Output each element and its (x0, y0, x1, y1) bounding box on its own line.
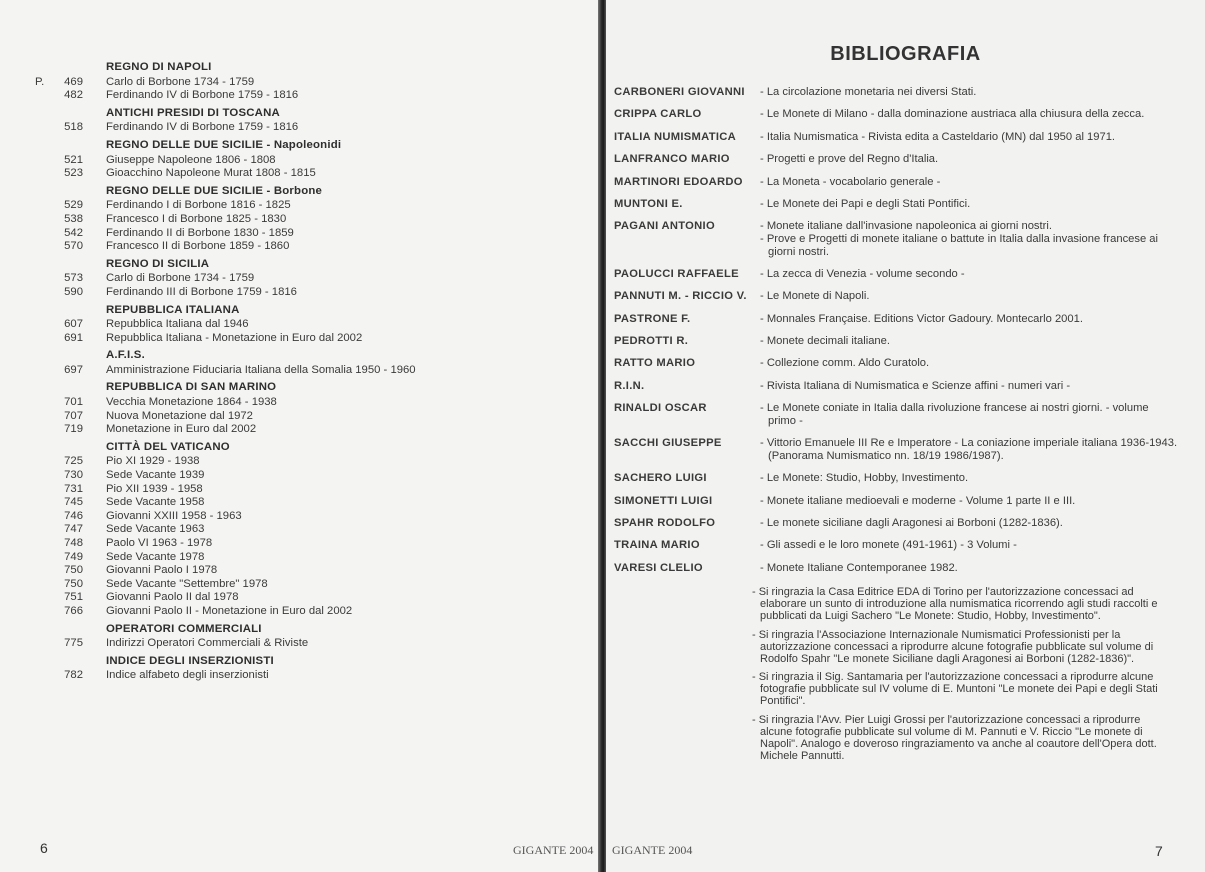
author-name: SACCHI GIUSEPPE (614, 437, 722, 450)
index-entry-text: Monetazione in Euro dal 2002 (106, 423, 257, 436)
page-number: 697 (64, 363, 83, 376)
index-entry-text: Sede Vacante 1978 (106, 550, 205, 563)
entry-titles (760, 335, 1179, 348)
index-row (35, 121, 565, 135)
bibliography-entry (614, 86, 1179, 99)
entry-titles (760, 539, 1179, 552)
page-number: 745 (64, 496, 83, 509)
right-footer: GIGANTE 2004 (612, 843, 693, 857)
section-title: REPUBBLICA ITALIANA (106, 303, 240, 316)
index-entry-text: Paolo VI 1963 - 1978 (106, 537, 213, 549)
index-entry-text: Ferdinando I di Borbone 1816 - 1825 (106, 199, 291, 212)
bibliography-entry (614, 313, 1179, 326)
page-prefix (35, 410, 49, 424)
page-prefix (35, 364, 49, 378)
page-number: 775 (64, 637, 83, 650)
page-prefix (35, 154, 49, 168)
author-name: ITALIA NUMISMATICA (614, 130, 737, 143)
bibliography-title: BIBLIOGRAFIA (830, 43, 981, 65)
page-number: 469 (64, 75, 83, 88)
entry-titles (760, 357, 1179, 370)
bibliography-entry (614, 153, 1179, 166)
bibliography-entry (614, 517, 1179, 530)
index-row (35, 591, 565, 605)
bibliography-entry (614, 539, 1179, 552)
index-entry-text: Repubblica Italiana - Monetazione in Euro dal 2002 (106, 331, 363, 344)
acknowledgement-paragraph: - Si ringrazia il Sig. Santamaria per l'autorizzazione concessaci a riprodurre alcune fotografie pubblicate sul IV volume di E. Muntoni "Le monete dei Papi e degli Stati Pontifici". (752, 671, 1158, 708)
bibliography-entry (614, 220, 1179, 258)
entry-titles (760, 562, 1179, 575)
right-page-number: 7 (1155, 843, 1163, 859)
left-page-number: 6 (40, 840, 48, 856)
index-row (35, 213, 565, 227)
entry-title: - Le Monete coniate in Italia dalla rivoluzione francese ai nostri giorni. - volume primo - (760, 402, 1149, 427)
page-number: 521 (64, 153, 83, 166)
entry-titles (760, 176, 1179, 189)
acknowledgement-paragraph: - Si ringrazia l'Associazione Internazionale Numismatici Professionisti per la autorizzazione concessaci a riprodurre alcune fotografie pubblicate sul volume di Rodolfo Spahr "Le monete Siciliane dagli Aragonesi ai Borboni (1282-1836)". (752, 628, 1154, 665)
index-row (35, 551, 565, 565)
page-number: 750 (64, 577, 83, 590)
index-entry-text: Sede Vacante 1958 (106, 496, 205, 509)
entry-title: - Italia Numismatica - Rivista edita a Casteldario (MN) dal 1950 al 1971. (760, 130, 1116, 143)
entry-titles (760, 495, 1179, 508)
section-title: OPERATORI COMMERCIALI (106, 622, 262, 635)
index-row (35, 510, 565, 524)
author-name: PANNUTI M. - RICCIO V. (614, 290, 747, 303)
author-name: CARBONERI GIOVANNI (614, 86, 745, 98)
page-prefix (35, 199, 49, 213)
page-number: 748 (64, 537, 83, 549)
index-entry-text: Giuseppe Napoleone 1806 - 1808 (106, 153, 276, 166)
bibliography-entry (614, 176, 1179, 189)
page-prefix (35, 669, 49, 683)
author-name: LANFRANCO MARIO (614, 153, 730, 166)
page-prefix (35, 455, 49, 469)
index-row (35, 537, 565, 551)
bibliography-entry (614, 495, 1179, 508)
index-row (35, 410, 565, 424)
author-name: PEDROTTI R. (614, 335, 689, 348)
page-number: 750 (64, 564, 83, 577)
index-entry-text: Giovanni Paolo II - Monetazione in Euro dal 2002 (106, 604, 353, 617)
index-row (35, 240, 565, 254)
entry-titles (760, 517, 1179, 530)
index-row (35, 396, 565, 410)
entry-title: - Monete Italiane Contemporanee 1982. (760, 561, 958, 574)
index-entry-text: Giovanni Paolo I 1978 (106, 564, 218, 577)
page-number: 725 (64, 455, 83, 468)
section-title: REGNO DELLE DUE SICILIE - Borbone (106, 184, 323, 197)
entry-title: - Monete italiane medioevali e moderne - Volume 1 parte II e III. (760, 494, 1076, 507)
index-row (35, 455, 565, 469)
page-prefix (35, 272, 49, 286)
entry-title: - Le Monete dei Papi e degli Stati Pontifici. (760, 197, 971, 210)
index-entry-text: Gioacchino Napoleone Murat 1808 - 1815 (106, 167, 316, 180)
bibliography-entry (614, 198, 1179, 211)
section-title: INDICE DEGLI INSERZIONISTI (106, 654, 274, 667)
page-prefix (35, 483, 49, 497)
entry-titles (760, 472, 1179, 485)
entry-title: - Le Monete di Napoli. (760, 290, 870, 303)
author-name: MARTINORI EDOARDO (614, 175, 743, 188)
page-number: 691 (64, 331, 83, 344)
author-name: RINALDI OSCAR (614, 402, 707, 415)
page-prefix (35, 605, 49, 619)
index-entry-text: Ferdinando IV di Borbone 1759 - 1816 (106, 121, 299, 134)
index-row (35, 496, 565, 510)
right-page (606, 0, 1205, 872)
entry-titles (760, 86, 1179, 99)
entry-title: - La zecca di Venezia - volume secondo - (760, 267, 965, 280)
author-name: VARESI CLELIO (614, 561, 703, 574)
page-prefix (35, 523, 49, 537)
page-number: 701 (64, 396, 83, 409)
index-entry-text: Sede Vacante "Settembre" 1978 (106, 577, 268, 590)
page-number: 749 (64, 550, 83, 563)
author-name: SIMONETTI LUIGI (614, 494, 713, 507)
index-entry-text: Pio XII 1939 - 1958 (106, 482, 203, 495)
page-prefix (35, 396, 49, 410)
page-prefix (35, 469, 49, 483)
entry-title: - La circolazione monetaria nei diversi Stati. (760, 86, 977, 98)
bibliography-entry (614, 131, 1179, 144)
index-row (35, 76, 565, 90)
index-entry-text: Vecchia Monetazione 1864 - 1938 (106, 396, 277, 409)
page-prefix: P. (35, 75, 45, 88)
page-number: 590 (64, 285, 83, 298)
acknowledgements (752, 587, 1172, 770)
index-entry-text: Amministrazione Fiduciaria Italiana della Somalia 1950 - 1960 (106, 363, 416, 376)
index-entry-text: Francesco I di Borbone 1825 - 1830 (106, 212, 287, 225)
index-entry-text: Pio XI 1929 - 1938 (106, 455, 200, 468)
page-number: 747 (64, 523, 83, 536)
entry-title: - Vittorio Emanuele III Re e Imperatore - La coniazione imperiale italiana 1936-1943. (Panorama Numismatico nn. 18/19 1986/1987). (760, 437, 1178, 462)
section-title: REGNO DI NAPOLI (106, 61, 212, 73)
author-name: R.I.N. (614, 379, 645, 392)
index-entry-text: Sede Vacante 1939 (106, 469, 205, 482)
entry-titles (760, 313, 1179, 326)
author-name: SPAHR RODOLFO (614, 517, 716, 530)
entry-titles (760, 153, 1179, 166)
index-entry-text: Ferdinando III di Borbone 1759 - 1816 (106, 285, 297, 298)
page-number: 731 (64, 482, 83, 495)
page-prefix (35, 423, 49, 437)
index-row (35, 154, 565, 168)
index-entry-text: Ferdinando II di Borbone 1830 - 1859 (106, 226, 294, 239)
entry-titles (760, 131, 1179, 144)
author-name: PASTRONE F. (614, 312, 691, 325)
bibliography-entry (614, 380, 1179, 393)
index-entry-text: Ferdinando IV di Borbone 1759 - 1816 (106, 89, 299, 102)
entry-title: - Monete italiane dall'invasione napoleonica ai giorni nostri. (760, 220, 1052, 233)
author-name: CRIPPA CARLO (614, 108, 702, 121)
index-row (35, 286, 565, 300)
entry-titles (760, 108, 1179, 121)
page-prefix (35, 591, 49, 605)
entry-title: - Le Monete di Milano - dalla dominazione austriaca alla chiusura della zecca. (760, 108, 1145, 121)
author-name: PAGANI ANTONIO (614, 220, 715, 233)
page-number: 573 (64, 272, 83, 285)
author-name: SACHERO LUIGI (614, 472, 707, 485)
index-row (35, 227, 565, 241)
entry-title: - La Moneta - vocabolario generale - (760, 175, 941, 188)
page-number: 529 (64, 199, 83, 212)
page-prefix (35, 537, 49, 551)
bibliography-entry (614, 268, 1179, 281)
page-prefix (35, 578, 49, 592)
page-number: 570 (64, 240, 83, 253)
page-number: 746 (64, 509, 83, 522)
page-number: 542 (64, 226, 83, 239)
index-row (35, 605, 565, 619)
left-page (0, 0, 600, 872)
bibliography-entry (614, 437, 1179, 462)
index-entry-text: Sede Vacante 1963 (106, 523, 205, 536)
page-number: 482 (64, 89, 83, 102)
index-row (35, 167, 565, 181)
page-prefix (35, 564, 49, 578)
entry-titles (760, 380, 1179, 393)
entry-titles (760, 290, 1179, 303)
index-row (35, 469, 565, 483)
entry-title: - Rivista Italiana di Numismatica e Scienze affini - numeri vari - (760, 379, 1071, 392)
acknowledgement-paragraph: - Si ringrazia la Casa Editrice EDA di Torino per l'autorizzazione concessaci ad elaborare un sunto di introduzione alla numismatica ricorrendo agli studi raccolti e pubblicati da Luigi Sachero "Le Monete: Studio, Hobby, Investimento". (752, 586, 1158, 622)
entry-titles (760, 220, 1179, 258)
index-entry-text: Carlo di Borbone 1734 - 1759 (106, 272, 255, 285)
bibliography-entry (614, 290, 1179, 303)
index-row (35, 578, 565, 592)
author-name: MUNTONI E. (614, 197, 683, 210)
section-title: CITTÀ DEL VATICANO (106, 440, 230, 453)
index-entry-text: Nuova Monetazione dal 1972 (106, 409, 253, 422)
bibliography-entry (614, 402, 1179, 427)
section-title: A.F.I.S. (106, 349, 145, 362)
bibliography-entry (614, 472, 1179, 485)
page-prefix (35, 551, 49, 565)
index-row (35, 483, 565, 497)
page-number: 518 (64, 121, 83, 134)
index-row (35, 364, 565, 378)
entry-titles (760, 268, 1179, 281)
page-prefix (35, 286, 49, 300)
bibliography-entry (614, 335, 1179, 348)
page-number: 766 (64, 604, 83, 617)
entry-title: - Monete decimali italiane. (760, 335, 890, 348)
index-row (35, 332, 565, 346)
page-prefix (35, 213, 49, 227)
index-entry-text: Indice alfabeto degli inserzionisti (106, 669, 269, 682)
index-entry-text: Carlo di Borbone 1734 - 1759 (106, 75, 255, 88)
index-entry-text: Repubblica Italiana dal 1946 (106, 318, 249, 331)
entry-titles (760, 198, 1179, 211)
entry-title: - Collezione comm. Aldo Curatolo. (760, 357, 930, 370)
page-prefix (35, 318, 49, 332)
author-name: PAOLUCCI RAFFAELE (614, 267, 739, 280)
author-name: RATTO MARIO (614, 357, 696, 370)
index-list (35, 61, 565, 683)
entry-title: - Le monete siciliane dagli Aragonesi ai Borboni (1282-1836). (760, 517, 1063, 530)
index-row (35, 669, 565, 683)
page-prefix (35, 227, 49, 241)
index-entry-text: Giovanni Paolo II dal 1978 (106, 591, 239, 604)
section-title: ANTICHI PRESIDI DI TOSCANA (106, 106, 280, 119)
index-row (35, 199, 565, 213)
page-number: 607 (64, 318, 83, 331)
bibliography-entry (614, 108, 1179, 121)
index-row (35, 89, 565, 103)
page-prefix (35, 332, 49, 346)
page-prefix (35, 89, 49, 103)
page-number: 730 (64, 469, 83, 482)
section-title: REPUBBLICA DI SAN MARINO (106, 381, 277, 394)
page-prefix (35, 637, 49, 651)
left-footer: GIGANTE 2004 (513, 843, 594, 857)
entry-title: - Le Monete: Studio, Hobby, Investimento. (760, 472, 969, 485)
page-prefix (35, 496, 49, 510)
index-entry-text: Francesco II di Borbone 1859 - 1860 (106, 240, 290, 253)
entry-title: - Progetti e prove del Regno d'Italia. (760, 153, 939, 166)
page-number: 751 (64, 591, 83, 604)
page-prefix (35, 510, 49, 524)
page-prefix (35, 167, 49, 181)
page-number: 707 (64, 409, 83, 422)
index-row (35, 637, 565, 651)
index-entry-text: Giovanni XXIII 1958 - 1963 (106, 509, 242, 522)
bibliography-list (614, 86, 1179, 584)
entry-title: - Gli assedi e le loro monete (491-1961) - 3 Volumi - (760, 539, 1017, 552)
entry-title: - Prove e Progetti di monete italiane o battute in Italia dalla invasione francese ai giorni nostri. (760, 232, 1159, 258)
index-row (35, 318, 565, 332)
page-number: 719 (64, 423, 83, 436)
page-number: 782 (64, 669, 83, 682)
page-number: 523 (64, 167, 83, 180)
section-title: REGNO DELLE DUE SICILIE - Napoleonidi (106, 138, 342, 151)
bibliography-entry (614, 357, 1179, 370)
index-row (35, 523, 565, 537)
index-row (35, 423, 565, 437)
page-prefix (35, 121, 49, 135)
entry-title: - Monnales Française. Editions Victor Gadoury. Montecarlo 2001. (760, 312, 1083, 325)
index-row (35, 272, 565, 286)
author-name: TRAINA MARIO (614, 539, 700, 552)
index-entry-text: Indirizzi Operatori Commerciali & Riviste (106, 637, 309, 650)
section-title: REGNO DI SICILIA (106, 257, 210, 270)
index-row (35, 564, 565, 578)
bibliography-entry (614, 562, 1179, 575)
entry-titles (760, 437, 1179, 462)
page-number: 538 (64, 212, 83, 225)
entry-titles (760, 402, 1179, 427)
page-prefix (35, 240, 49, 254)
acknowledgement-paragraph: - Si ringrazia l'Avv. Pier Luigi Grossi per l'autorizzazione concessaci a riprodurre alcune fotografie pubblicate sul volume di M. Pannuti e V. Riccio "Le monete di Napoli". Analogo e doveroso ringraziamento va anche al coautore dell'Opera dott. Michele Pannutti. (752, 714, 1157, 762)
